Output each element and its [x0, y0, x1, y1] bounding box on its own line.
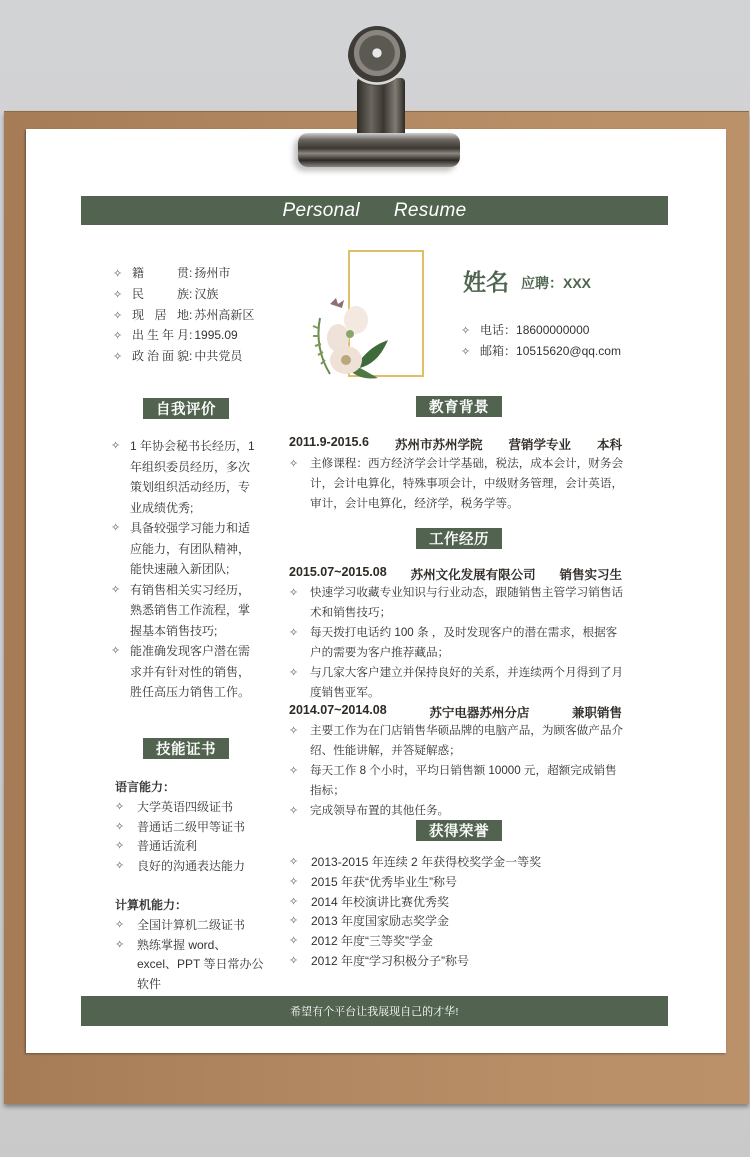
list-item: ✧ 大学英语四级证书 [115, 798, 265, 818]
personal-info-list [113, 264, 254, 368]
list-item: ✧ 2012 年度“学习积极分子”称号 [289, 952, 541, 972]
sparkle-bullet-icon: ✧ [115, 860, 125, 873]
self-eval-list [111, 436, 261, 703]
sparkle-bullet-icon: ✧ [289, 725, 299, 737]
info-value: 汉族 [194, 286, 219, 301]
list-item: ✧ 2015 年获“优秀毕业生”称号 [289, 873, 541, 893]
title-word-resume: Resume [393, 199, 467, 221]
contact-info [461, 320, 621, 362]
info-label: 出生年月 [132, 328, 189, 343]
binder-clip-icon [298, 133, 460, 167]
sparkle-bullet-icon: ✧ [115, 800, 125, 813]
sparkle-bullet-icon: ✧ [289, 935, 299, 948]
sparkle-bullet-icon: ✧ [113, 309, 123, 322]
list-item: ✧ 良好的沟通表达能力 [115, 857, 265, 877]
job-role: 兼职销售 [571, 706, 622, 720]
info-label: 籍贯 [132, 266, 189, 280]
info-value: 苏州高新区 [194, 307, 255, 322]
list-item: ✧ 主修课程：西方经济学会计学基础，税法，成本会计，财务会计，会计电算化，特殊事项会计，中级财务管理，会计英语，审计，会计电算化，经济学，税务学等。 [289, 454, 625, 514]
info-value: 中共党员 [194, 349, 243, 364]
list-item: ✧ 2014 年校演讲比赛优秀奖 [289, 893, 541, 913]
sparkle-bullet-icon: ✧ [111, 583, 121, 596]
job-detail [289, 721, 625, 821]
list-item: ✧ 普通话二级甲等证书 [115, 818, 265, 838]
list-item: ✧ 2013-2015 年连续 2 年获得校奖学金一等奖 [289, 853, 541, 873]
sparkle-bullet-icon: ✧ [289, 875, 299, 888]
degree: 本科 [596, 438, 622, 452]
sparkle-bullet-icon: ✧ [113, 288, 123, 301]
magnolia-flower-icon [312, 288, 392, 380]
list-item: ✧ 每天工作 8 个小时，平均日销售额 10000 元，超额完成销售指标； [289, 761, 625, 801]
contact-email [461, 341, 621, 362]
job-period: 2015.07~2015.08 [289, 565, 387, 579]
info-label: 现居地 [132, 307, 189, 322]
section-title-honors: 获得荣誉 [416, 820, 502, 841]
education-period: 2011.9-2015.6 [289, 435, 369, 449]
sparkle-bullet-icon: ✧ [113, 330, 123, 343]
sparkle-bullet-icon: ✧ [289, 667, 299, 679]
sparkle-bullet-icon: ✧ [111, 645, 121, 657]
section-title-self-eval: 自我评价 [143, 398, 229, 419]
list-item: ✧ 每天拨打电话约 100 条 ，及时发现客户的潜在需求，根据客户的需要为客户推荐藏品； [289, 623, 625, 663]
job-header [289, 565, 622, 583]
footer-motto-banner [81, 996, 668, 1026]
list-item: ✧ 快速学习收藏专业知识与行业动态，跟随销售主管学习销售话术和销售技巧； [289, 583, 625, 623]
email-label: 邮箱： [480, 344, 517, 358]
sparkle-bullet-icon: ✧ [289, 587, 299, 599]
binder-clip-ring-icon [348, 26, 406, 86]
section-title-education: 教育背景 [416, 396, 502, 417]
sparkle-bullet-icon: ✧ [111, 440, 121, 452]
info-label: 政治面貌 [132, 349, 189, 364]
school-name: 苏州市苏州学院 [394, 438, 483, 452]
list-item: ✧ 完成领导布置的其他任务。 [289, 801, 625, 821]
list-item: ✧ 与几家大客户建立并保持良好的关系，并连续两个月得到了月度销售亚军。 [289, 663, 625, 703]
sparkle-bullet-icon: ✧ [289, 895, 299, 908]
applied-position: 应聘：XXX [521, 275, 592, 291]
info-row-residence: ✧ 现居地 : 苏州高新区 [113, 306, 254, 327]
list-item: ✧ 全国计算机二级证书 [115, 916, 265, 936]
sparkle-bullet-icon: ✧ [289, 458, 299, 470]
sparkle-bullet-icon: ✧ [113, 268, 123, 280]
info-row-ethnicity: ✧ 民族 : 汉族 [113, 285, 254, 306]
major: 营销学专业 [508, 438, 571, 452]
footer-motto: 希望有个平台让我展现自己的才华! [290, 1006, 459, 1018]
sparkle-bullet-icon: ✧ [461, 346, 471, 358]
sparkle-bullet-icon: ✧ [289, 805, 299, 817]
section-title-work: 工作经历 [416, 528, 502, 549]
phone-value[interactable]: 18600000000 [516, 323, 590, 337]
sparkle-bullet-icon: ✧ [111, 522, 121, 534]
list-item: ✧ 普通话流利 [115, 837, 265, 857]
info-value: 扬州市 [194, 266, 231, 280]
info-value: 1995.09 [194, 328, 238, 343]
sparkle-bullet-icon: ✧ [289, 627, 299, 639]
sparkle-bullet-icon: ✧ [289, 856, 299, 868]
job-header [289, 703, 622, 721]
computer-skills-heading: 计算机能力： [115, 897, 188, 912]
resume-title-banner [81, 196, 668, 225]
job-company: 苏宁电器苏州分店 [429, 706, 530, 720]
list-item: ✧ 1 年协会秘书长经历，1 年组织委员经历，多次策划组织活动经历，专业成绩优秀; [111, 436, 261, 518]
info-row-birth: ✧ 出生年月 : 1995.09 [113, 326, 254, 347]
list-item: ✧ 2013 年度国家励志奖学金 [289, 912, 541, 932]
sparkle-bullet-icon: ✧ [289, 954, 299, 967]
list-item: ✧ 能准确发现客户潜在需求并有针对性的销售，胜任高压力销售工作。 [111, 641, 261, 703]
list-item: ✧ 具备较强学习能力和适应能力，有团队精神，能快速融入新团队; [111, 518, 261, 580]
honors-list [289, 853, 541, 972]
skills-list [115, 778, 265, 995]
job-period: 2014.07~2014.08 [289, 703, 387, 717]
sparkle-bullet-icon: ✧ [461, 325, 471, 337]
job-role: 销售实习生 [559, 568, 622, 582]
email-value[interactable]: 10515620@qq.com [516, 344, 621, 358]
title-word-personal: Personal [282, 199, 360, 221]
candidate-name: 姓名 [463, 269, 509, 295]
language-skills-heading: 语言能力： [115, 780, 176, 794]
binder-clip-neck [357, 78, 405, 138]
list-item: ✧ 熟练掌握 word、excel、PPT 等日常办公软件 [115, 936, 265, 995]
sparkle-bullet-icon: ✧ [113, 351, 123, 364]
sparkle-bullet-icon: ✧ [115, 938, 125, 951]
list-item: ✧ 2012 年度“三等奖”学金 [289, 932, 541, 952]
sparkle-bullet-icon: ✧ [289, 915, 299, 928]
sparkle-bullet-icon: ✧ [115, 820, 125, 833]
info-label: 民族 [132, 286, 189, 301]
sparkle-bullet-icon: ✧ [115, 840, 125, 853]
job-detail [289, 583, 625, 703]
sparkle-bullet-icon: ✧ [115, 918, 125, 931]
list-item: ✧ 主要工作为在门店销售华硕品牌的电脑产品，为顾客做产品介绍、性能讲解，并答疑解惑； [289, 721, 625, 761]
phone-label: 电话： [480, 323, 517, 337]
section-title-skills: 技能证书 [143, 738, 229, 759]
education-header [289, 435, 622, 453]
info-row-hometown: ✧ 籍贯 : 扬州市 [113, 264, 254, 285]
info-row-political: ✧ 政治面貌 : 中共党员 [113, 347, 254, 368]
sparkle-bullet-icon: ✧ [289, 765, 299, 777]
contact-phone [461, 320, 621, 341]
list-item: ✧ 有销售相关实习经历，熟悉销售工作流程，掌握基本销售技巧; [111, 580, 261, 642]
education-detail [289, 454, 625, 514]
job-company: 苏州文化发展有限公司 [410, 568, 536, 582]
